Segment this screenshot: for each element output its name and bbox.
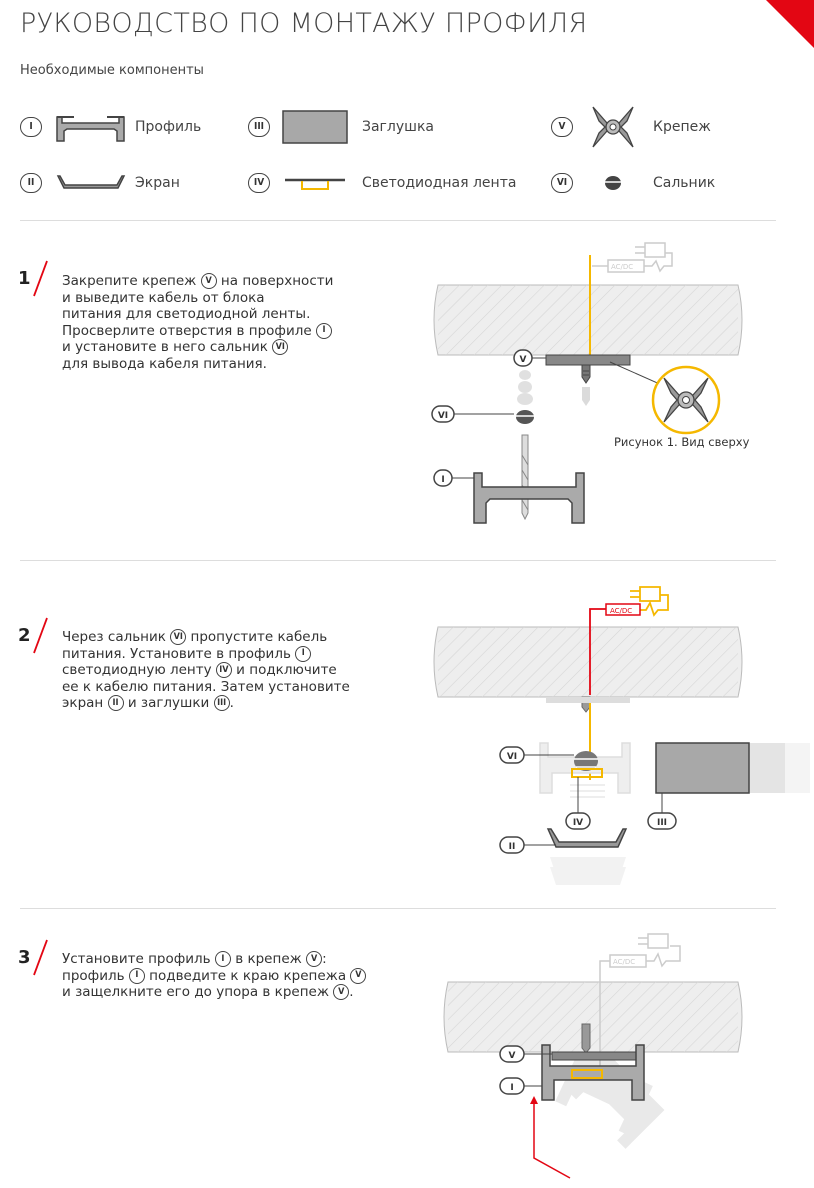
component-label: Экран <box>135 175 180 191</box>
step-slash <box>30 937 50 977</box>
instruction-text: и заглушки <box>123 695 214 711</box>
component-number: III <box>248 117 270 137</box>
instruction-line <box>62 646 350 663</box>
instruction-line <box>62 629 350 646</box>
instruction-text: и выведите кабель от блока <box>62 289 265 306</box>
instruction-line <box>62 290 333 307</box>
instruction-text: Просверлите отверстия в профиле <box>62 322 316 339</box>
end-cap-icon <box>280 109 350 145</box>
instruction-text: питания. Установите в профиль <box>62 645 296 662</box>
instruction-text: ее к кабелю питания. Затем установите <box>62 678 350 695</box>
instruction-text: профиль <box>62 967 129 984</box>
step-number: 3 <box>18 947 31 968</box>
instruction-line <box>62 339 333 356</box>
component-number: V <box>551 117 573 137</box>
component-number: II <box>20 173 42 193</box>
component-ref-badge: I <box>316 323 332 339</box>
instruction-text: и защелкните его до упора в крепеж <box>62 984 334 1000</box>
svg-text:IV: IV <box>572 818 584 828</box>
instruction-line <box>62 679 350 696</box>
step-3-diagram <box>420 920 760 1182</box>
svg-text:I: I <box>441 475 445 485</box>
instruction-line <box>62 968 366 985</box>
instruction-text: . <box>229 695 234 711</box>
instruction-line <box>62 323 333 340</box>
step-1-instructions <box>62 273 333 372</box>
instruction-text: в крепеж <box>230 951 307 967</box>
page-title: РУКОВОДСТВО ПО МОНТАЖУ ПРОФИЛЯ <box>20 8 588 39</box>
component-label: Светодиодная лента <box>362 175 517 191</box>
component-label: Профиль <box>135 119 202 135</box>
power-label: AC/DC <box>613 958 636 966</box>
cable-gland-icon <box>583 168 643 198</box>
power-label: AC/DC <box>610 607 633 615</box>
instruction-text: экран <box>62 695 108 711</box>
instruction-text: подведите к краю крепежа <box>144 967 351 984</box>
instruction-text: на поверхности <box>216 273 334 289</box>
instruction-line <box>62 951 366 968</box>
instruction-text: и подключите <box>231 662 337 678</box>
instruction-text: . <box>349 984 354 1000</box>
component-label: Крепеж <box>653 119 711 135</box>
component-ref-badge: VI <box>272 339 288 355</box>
instruction-text: пропустите кабель <box>186 629 328 645</box>
component-label: Заглушка <box>362 119 434 135</box>
step-number: 2 <box>18 625 31 646</box>
svg-text:V: V <box>519 355 527 365</box>
svg-text:VI: VI <box>437 411 449 421</box>
svg-text:II: II <box>508 842 516 852</box>
component-led-strip <box>248 163 516 203</box>
component-end-cap <box>248 107 434 147</box>
instruction-text: Через сальник <box>62 629 171 645</box>
svg-text:VI: VI <box>506 752 518 762</box>
led-strip-icon <box>280 168 350 198</box>
component-ref-badge: IV <box>216 662 232 678</box>
svg-text:V: V <box>508 1051 516 1061</box>
profile-icon <box>54 109 129 145</box>
component-ref-badge: V <box>201 273 217 289</box>
instruction-text: светодиодную ленту <box>62 662 216 678</box>
instruction-text: Установите профиль <box>62 951 215 967</box>
svg-text:III: III <box>656 818 668 828</box>
component-ref-badge: VI <box>170 629 186 645</box>
component-number: VI <box>551 173 573 193</box>
step-3-instructions <box>62 951 366 1001</box>
component-ref-badge: I <box>295 646 311 662</box>
step-1-diagram <box>420 225 760 530</box>
screen-icon <box>54 168 129 198</box>
component-ref-badge: III <box>214 695 230 711</box>
instruction-line <box>62 695 350 712</box>
component-ref-badge: I <box>129 968 145 984</box>
instruction-line <box>62 306 333 323</box>
component-ref-badge: V <box>350 968 366 984</box>
step-2-diagram <box>420 575 810 900</box>
instruction-line <box>62 273 333 290</box>
figure-1-caption: Рисунок 1. Вид сверху <box>614 435 750 449</box>
divider <box>20 220 776 221</box>
component-ref-badge: V <box>333 984 349 1000</box>
step-2-instructions <box>62 629 350 712</box>
instruction-line <box>62 356 333 373</box>
svg-text:I: I <box>510 1083 514 1093</box>
component-label: Сальник <box>653 175 716 191</box>
instruction-text: : <box>322 951 327 967</box>
component-cable-gland <box>551 163 715 203</box>
instruction-text: питания для светодиодной ленты. <box>62 306 311 322</box>
divider <box>20 560 776 561</box>
component-number: I <box>20 117 42 137</box>
instruction-text: для вывода кабеля питания. <box>62 355 267 372</box>
instruction-line <box>62 984 366 1001</box>
mounting-clip-icon <box>583 104 643 150</box>
power-label: AC/DC <box>611 263 634 271</box>
component-mounting-clip <box>551 107 711 147</box>
component-profile <box>20 107 201 147</box>
instruction-text: Закрепите крепеж <box>62 273 201 289</box>
divider <box>20 908 776 909</box>
step-slash <box>30 615 50 655</box>
instruction-line <box>62 662 350 679</box>
instruction-text: и установите в него сальник <box>62 339 273 355</box>
step-slash <box>30 258 50 298</box>
component-ref-badge: I <box>215 951 231 967</box>
component-screen <box>20 163 180 203</box>
step-number: 1 <box>18 268 31 289</box>
component-ref-badge: II <box>108 695 124 711</box>
component-ref-badge: V <box>306 951 322 967</box>
corner-accent <box>766 0 814 48</box>
components-subtitle: Необходимые компоненты <box>20 63 204 78</box>
component-number: IV <box>248 173 270 193</box>
